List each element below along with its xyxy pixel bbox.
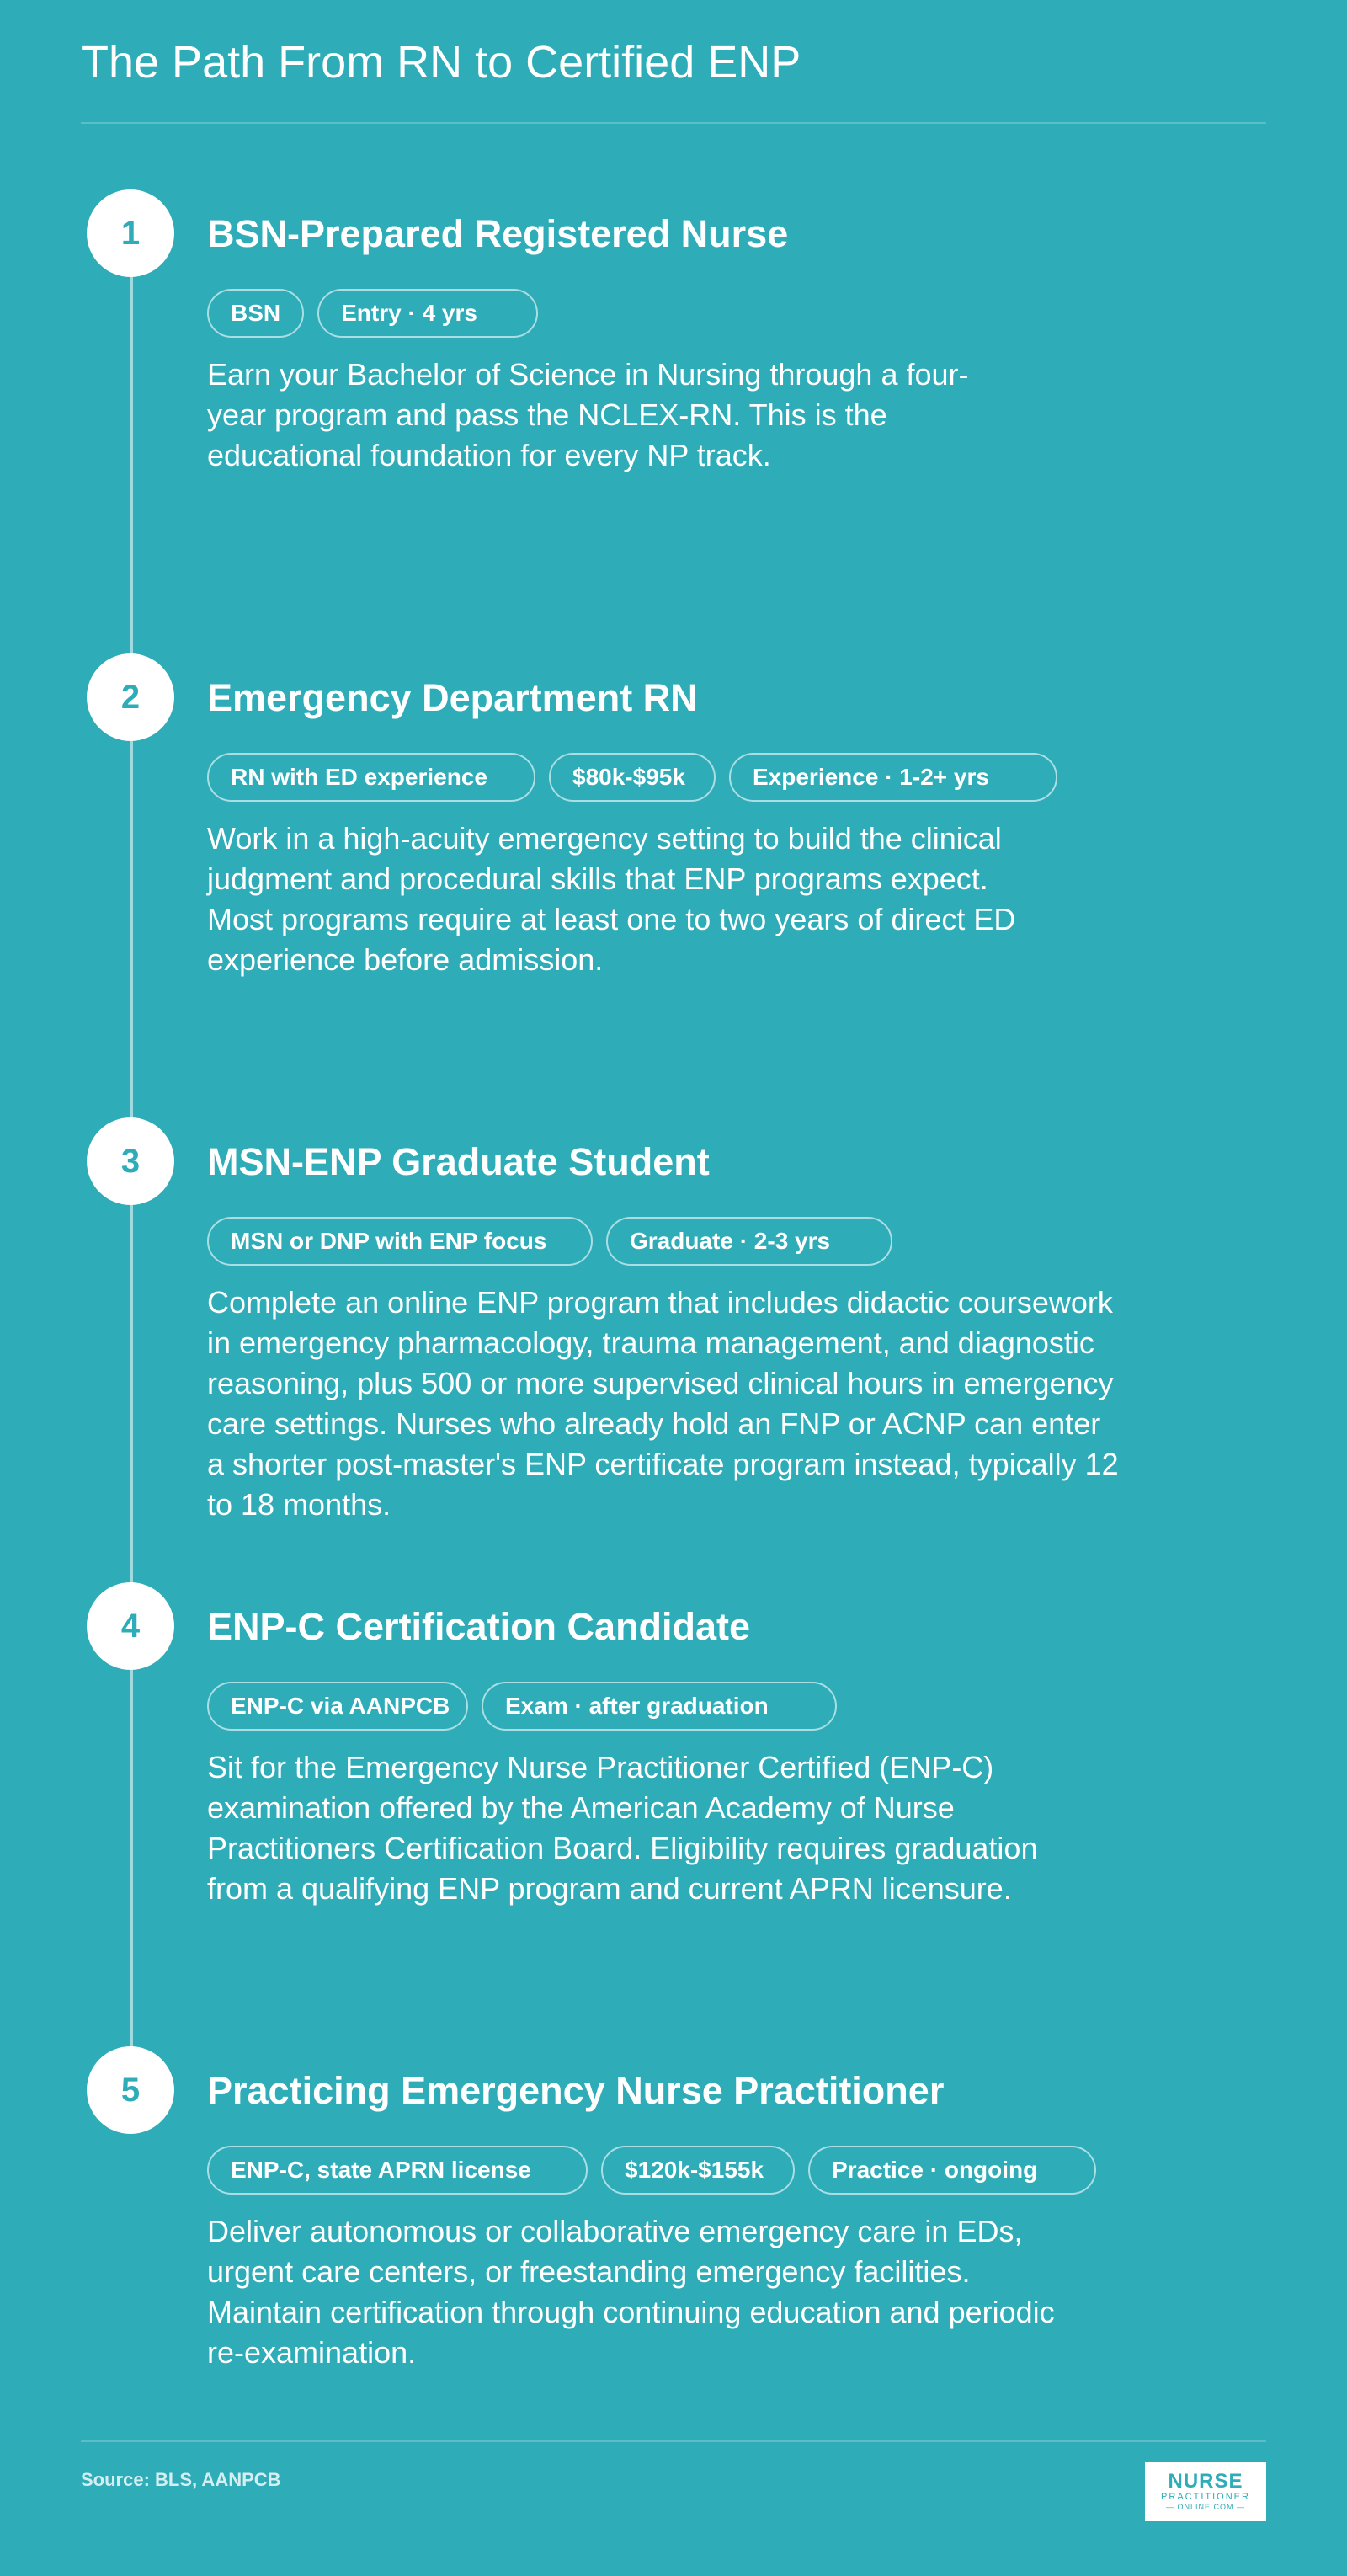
logo-subtitle: PRACTITIONER bbox=[1161, 2492, 1250, 2502]
tag-stage: Experience · 1-2+ yrs bbox=[729, 753, 1057, 802]
footer-divider bbox=[81, 2440, 1266, 2442]
header-divider bbox=[81, 122, 1266, 124]
page-title: The Path From RN to Certified ENP bbox=[81, 37, 801, 88]
step-tags bbox=[207, 289, 538, 338]
step-title: BSN-Prepared Registered Nurse bbox=[207, 212, 789, 255]
tag-credential: BSN bbox=[207, 289, 304, 338]
tag-stage: Practice · ongoing bbox=[808, 2146, 1096, 2195]
tag-credential: ENP-C via AANPCB bbox=[207, 1682, 468, 1731]
step-description: Earn your Bachelor of Science in Nursing through a four-year program and pass the NCLEX-RN. This is the educational foundation for every NP track. bbox=[207, 357, 969, 472]
step-title: MSN-ENP Graduate Student bbox=[207, 1140, 710, 1183]
step-description: Sit for the Emergency Nurse Practitioner Certified (ENP-C) examination offered by the American Academy of Nurse Practitioners Certification Board. Eligibility requires graduation from a qualifying ENP program and current APRN licensure. bbox=[207, 1750, 1038, 1906]
step-tags bbox=[207, 2146, 1096, 2195]
step-description: Deliver autonomous or collaborative emergency care in EDs, urgent care centers, or freestanding emergency facilities. Maintain certification through continuing education and periodic re-examination. bbox=[207, 2214, 1055, 2370]
step-tags bbox=[207, 753, 1057, 802]
step-description: Complete an online ENP program that includes didactic coursework in emergency pharmacology, trauma management, and diagnostic reasoning, plus 500 or more supervised clinical hours in emergency care settings. Nurses who already hold an FNP or ACNP can enter a shorter post-master's ENP certificate program instead, typically 12 to 18 months. bbox=[207, 1285, 1119, 1522]
step-title: Emergency Department RN bbox=[207, 676, 698, 719]
step-number-badge: 2 bbox=[87, 653, 174, 741]
brand-logo bbox=[1145, 2462, 1266, 2521]
tag-salary: $80k-$95k bbox=[549, 753, 716, 802]
step-title: Practicing Emergency Nurse Practitioner bbox=[207, 2069, 945, 2112]
tag-stage: Entry · 4 yrs bbox=[317, 289, 538, 338]
step-tags bbox=[207, 1217, 892, 1266]
tag-salary: $120k-$155k bbox=[601, 2146, 795, 2195]
tag-stage: Graduate · 2-3 yrs bbox=[606, 1217, 892, 1266]
step-number-badge: 1 bbox=[87, 189, 174, 277]
logo-wordmark: NURSE bbox=[1168, 2470, 1243, 2493]
tag-credential: MSN or DNP with ENP focus bbox=[207, 1217, 593, 1266]
tag-credential: ENP-C, state APRN license bbox=[207, 2146, 588, 2195]
tag-credential: RN with ED experience bbox=[207, 753, 535, 802]
tag-stage: Exam · after graduation bbox=[482, 1682, 837, 1731]
step-description: Work in a high-acuity emergency setting to build the clinical judgment and procedural skills that ENP programs expect. Most programs require at least one to two years of direct ED experience before admission. bbox=[207, 821, 1016, 977]
source-note: Source: BLS, AANPCB bbox=[81, 2469, 281, 2490]
logo-domain: — ONLINE.COM — bbox=[1165, 2503, 1245, 2511]
step-title: ENP-C Certification Candidate bbox=[207, 1605, 751, 1648]
step-number-badge: 4 bbox=[87, 1582, 174, 1670]
step-number-badge: 5 bbox=[87, 2046, 174, 2134]
step-number-badge: 3 bbox=[87, 1117, 174, 1205]
step-tags bbox=[207, 1682, 837, 1731]
